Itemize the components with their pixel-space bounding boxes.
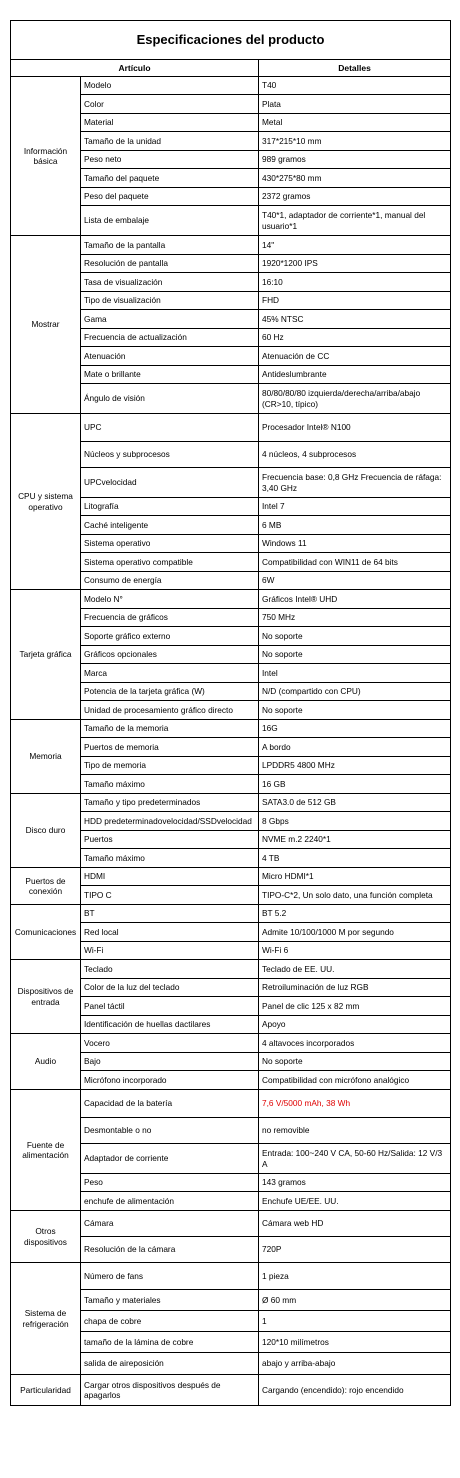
spec-label: salida de aireposición xyxy=(81,1353,259,1375)
spec-value: 4 núcleos, 4 subprocesos xyxy=(259,442,451,468)
spec-label: Red local xyxy=(81,923,259,942)
group-name: Otros dispositivos xyxy=(11,1211,81,1263)
spec-value: Ø 60 mm xyxy=(259,1290,451,1311)
spec-value: No soporte xyxy=(259,701,451,720)
group-name: Puertos de conexión xyxy=(11,868,81,905)
table-row xyxy=(11,868,451,886)
spec-label: Sistema operativo compatible xyxy=(81,553,259,572)
spec-label: Consumo de energía xyxy=(81,572,259,590)
spec-value: 60 Hz xyxy=(259,329,451,347)
spec-label: enchufe de alimentación xyxy=(81,1192,259,1211)
spec-value: BT 5.2 xyxy=(259,905,451,923)
spec-label: Gama xyxy=(81,310,259,329)
spec-value: N/D (compartido con CPU) xyxy=(259,683,451,701)
spec-label: Tasa de visualización xyxy=(81,273,259,292)
spec-value: 4 TB xyxy=(259,849,451,868)
spec-label: Tamaño y materiales xyxy=(81,1290,259,1311)
table-row xyxy=(11,1375,451,1406)
table-row xyxy=(11,905,451,923)
spec-label: TIPO C xyxy=(81,886,259,905)
group-name: CPU y sistema operativo xyxy=(11,414,81,590)
spec-label: Sistema operativo xyxy=(81,535,259,553)
table-row xyxy=(11,1211,451,1237)
spec-value: Apoyo xyxy=(259,1016,451,1034)
spec-label: Vocero xyxy=(81,1034,259,1053)
header-details: Detalles xyxy=(259,60,451,77)
spec-value: 7,6 V/5000 mAh, 38 Wh xyxy=(259,1090,451,1118)
spec-label: Tamaño de la memoria xyxy=(81,720,259,738)
spec-value: T40*1, adaptador de corriente*1, manual del usuario*1 xyxy=(259,206,451,236)
spec-label: Tipo de visualización xyxy=(81,292,259,310)
spec-value: 16G xyxy=(259,720,451,738)
table-row xyxy=(11,77,451,95)
spec-label: Color de la luz del teclado xyxy=(81,979,259,997)
page-title: Especificaciones del producto xyxy=(11,21,451,60)
spec-value: A bordo xyxy=(259,738,451,757)
spec-value: No soporte xyxy=(259,627,451,646)
spec-label: Adaptador de corriente xyxy=(81,1144,259,1174)
spec-value: Intel 7 xyxy=(259,498,451,516)
spec-value: Compatibilidad con micrófono analógico xyxy=(259,1071,451,1090)
spec-value: Teclado de EE. UU. xyxy=(259,960,451,979)
spec-value: T40 xyxy=(259,77,451,95)
spec-label: Micrófono incorporado xyxy=(81,1071,259,1090)
spec-label: Lista de embalaje xyxy=(81,206,259,236)
spec-label: Modelo xyxy=(81,77,259,95)
table-row xyxy=(11,720,451,738)
group-name: Audio xyxy=(11,1034,81,1090)
spec-label: Modelo N° xyxy=(81,590,259,609)
spec-label: HDMI xyxy=(81,868,259,886)
spec-value: Windows 11 xyxy=(259,535,451,553)
spec-value: LPDDR5 4800 MHz xyxy=(259,757,451,775)
group-name: Fuente de alimentación xyxy=(11,1090,81,1211)
spec-label: Tipo de memoria xyxy=(81,757,259,775)
spec-value: 430*275*80 mm xyxy=(259,169,451,188)
group-name: Memoria xyxy=(11,720,81,794)
table-row xyxy=(11,1034,451,1053)
spec-label: Material xyxy=(81,114,259,132)
spec-value: Cámara web HD xyxy=(259,1211,451,1237)
spec-value: Retroiluminación de luz RGB xyxy=(259,979,451,997)
spec-value: 16:10 xyxy=(259,273,451,292)
group-name: Tarjeta gráfica xyxy=(11,590,81,720)
spec-label: Tamaño del paquete xyxy=(81,169,259,188)
spec-label: Potencia de la tarjeta gráfica (W) xyxy=(81,683,259,701)
spec-label: Panel táctil xyxy=(81,997,259,1016)
spec-label: Color xyxy=(81,95,259,114)
table-row xyxy=(11,960,451,979)
spec-value: 143 gramos xyxy=(259,1174,451,1192)
spec-value: 317*215*10 mm xyxy=(259,132,451,151)
table-row xyxy=(11,794,451,812)
spec-label: Bajo xyxy=(81,1053,259,1071)
spec-value: Wi-Fi 6 xyxy=(259,942,451,960)
spec-value: Intel xyxy=(259,664,451,683)
group-name: Dispositivos de entrada xyxy=(11,960,81,1034)
spec-value: Metal xyxy=(259,114,451,132)
spec-value: 750 MHz xyxy=(259,609,451,627)
spec-value: Micro HDMI*1 xyxy=(259,868,451,886)
spec-label: Litografía xyxy=(81,498,259,516)
header-row xyxy=(11,60,451,77)
group-name: Información básica xyxy=(11,77,81,236)
spec-value: Cargando (encendido): rojo encendido xyxy=(259,1375,451,1406)
spec-label: Identificación de huellas dactilares xyxy=(81,1016,259,1034)
spec-value: Frecuencia base: 0,8 GHz Frecuencia de ráfaga: 3,40 GHz xyxy=(259,468,451,498)
spec-value: Plata xyxy=(259,95,451,114)
spec-value: NVME m.2 2240*1 xyxy=(259,831,451,849)
spec-label: Cámara xyxy=(81,1211,259,1237)
spec-value: 80/80/80/80 izquierda/derecha/arriba/abajo (CR>10, típico) xyxy=(259,384,451,414)
spec-value: 6 MB xyxy=(259,516,451,535)
spec-value: no removible xyxy=(259,1118,451,1144)
spec-label: Capacidad de la batería xyxy=(81,1090,259,1118)
table-row xyxy=(11,414,451,442)
spec-label: Tamaño y tipo predeterminados xyxy=(81,794,259,812)
spec-value: 6W xyxy=(259,572,451,590)
group-name: Comunicaciones xyxy=(11,905,81,960)
spec-value: Panel de clic 125 x 82 mm xyxy=(259,997,451,1016)
group-name: Disco duro xyxy=(11,794,81,868)
spec-label: Wi-Fi xyxy=(81,942,259,960)
spec-label: Tamaño de la pantalla xyxy=(81,236,259,255)
table-row xyxy=(11,236,451,255)
spec-value: 14" xyxy=(259,236,451,255)
spec-label: Unidad de procesamiento gráfico directo xyxy=(81,701,259,720)
spec-value: 2372 gramos xyxy=(259,188,451,206)
spec-value: Atenuación de CC xyxy=(259,347,451,366)
spec-label: Caché inteligente xyxy=(81,516,259,535)
spec-label: Peso xyxy=(81,1174,259,1192)
title-row xyxy=(11,21,451,60)
spec-label: UPC xyxy=(81,414,259,442)
spec-value: Admite 10/100/1000 M por segundo xyxy=(259,923,451,942)
spec-body xyxy=(11,77,451,1406)
spec-label: Marca xyxy=(81,664,259,683)
spec-value: 989 gramos xyxy=(259,151,451,169)
spec-label: Atenuación xyxy=(81,347,259,366)
spec-value: No soporte xyxy=(259,1053,451,1071)
spec-value: 1920*1200 IPS xyxy=(259,255,451,273)
group-name: Particularidad xyxy=(11,1375,81,1406)
spec-label: UPCvelocidad xyxy=(81,468,259,498)
spec-value: 1 xyxy=(259,1311,451,1332)
spec-label: Número de fans xyxy=(81,1263,259,1290)
spec-label: Desmontable o no xyxy=(81,1118,259,1144)
table-row xyxy=(11,1263,451,1290)
spec-label: Tamaño máximo xyxy=(81,849,259,868)
spec-value: Entrada: 100~240 V CA, 50-60 Hz/Salida: 12 V/3 A xyxy=(259,1144,451,1174)
spec-sheet xyxy=(10,20,450,1406)
spec-label: Cargar otros dispositivos después de apagarlos xyxy=(81,1375,259,1406)
spec-value: 120*10 milímetros xyxy=(259,1332,451,1353)
spec-value: Procesador Intel® N100 xyxy=(259,414,451,442)
spec-label: BT xyxy=(81,905,259,923)
spec-label: Resolución de pantalla xyxy=(81,255,259,273)
spec-value: 8 Gbps xyxy=(259,812,451,831)
spec-value: Enchufe UE/EE. UU. xyxy=(259,1192,451,1211)
spec-value: 4 altavoces incorporados xyxy=(259,1034,451,1053)
spec-label: Tamaño máximo xyxy=(81,775,259,794)
spec-label: Puertos de memoria xyxy=(81,738,259,757)
spec-label: tamaño de la lámina de cobre xyxy=(81,1332,259,1353)
spec-label: Frecuencia de actualización xyxy=(81,329,259,347)
spec-label: Teclado xyxy=(81,960,259,979)
spec-label: Frecuencia de gráficos xyxy=(81,609,259,627)
spec-label: Peso del paquete xyxy=(81,188,259,206)
spec-value: abajo y arriba-abajo xyxy=(259,1353,451,1375)
spec-value: 1 pieza xyxy=(259,1263,451,1290)
spec-value: Antideslumbrante xyxy=(259,366,451,384)
group-name: Sistema de refrigeración xyxy=(11,1263,81,1375)
spec-label: HDD predeterminadovelocidad/SSDvelocidad xyxy=(81,812,259,831)
spec-label: Ángulo de visión xyxy=(81,384,259,414)
spec-table xyxy=(10,20,451,1406)
spec-value: SATA3.0 de 512 GB xyxy=(259,794,451,812)
spec-label: Gráficos opcionales xyxy=(81,646,259,664)
spec-value: TIPO-C*2, Un solo dato, una función completa xyxy=(259,886,451,905)
spec-label: Peso neto xyxy=(81,151,259,169)
spec-label: Mate o brillante xyxy=(81,366,259,384)
spec-value: 720P xyxy=(259,1237,451,1263)
spec-label: Tamaño de la unidad xyxy=(81,132,259,151)
spec-label: Núcleos y subprocesos xyxy=(81,442,259,468)
spec-value: 16 GB xyxy=(259,775,451,794)
spec-label: Soporte gráfico externo xyxy=(81,627,259,646)
spec-value: No soporte xyxy=(259,646,451,664)
spec-label: Resolución de la cámara xyxy=(81,1237,259,1263)
spec-value: FHD xyxy=(259,292,451,310)
spec-value: 45% NTSC xyxy=(259,310,451,329)
spec-value: Compatibilidad con WIN11 de 64 bits xyxy=(259,553,451,572)
spec-value: Gráficos Intel® UHD xyxy=(259,590,451,609)
group-name: Mostrar xyxy=(11,236,81,414)
table-row xyxy=(11,590,451,609)
table-row xyxy=(11,1090,451,1118)
spec-label: Puertos xyxy=(81,831,259,849)
spec-label: chapa de cobre xyxy=(81,1311,259,1332)
header-item: Artículo xyxy=(11,60,259,77)
